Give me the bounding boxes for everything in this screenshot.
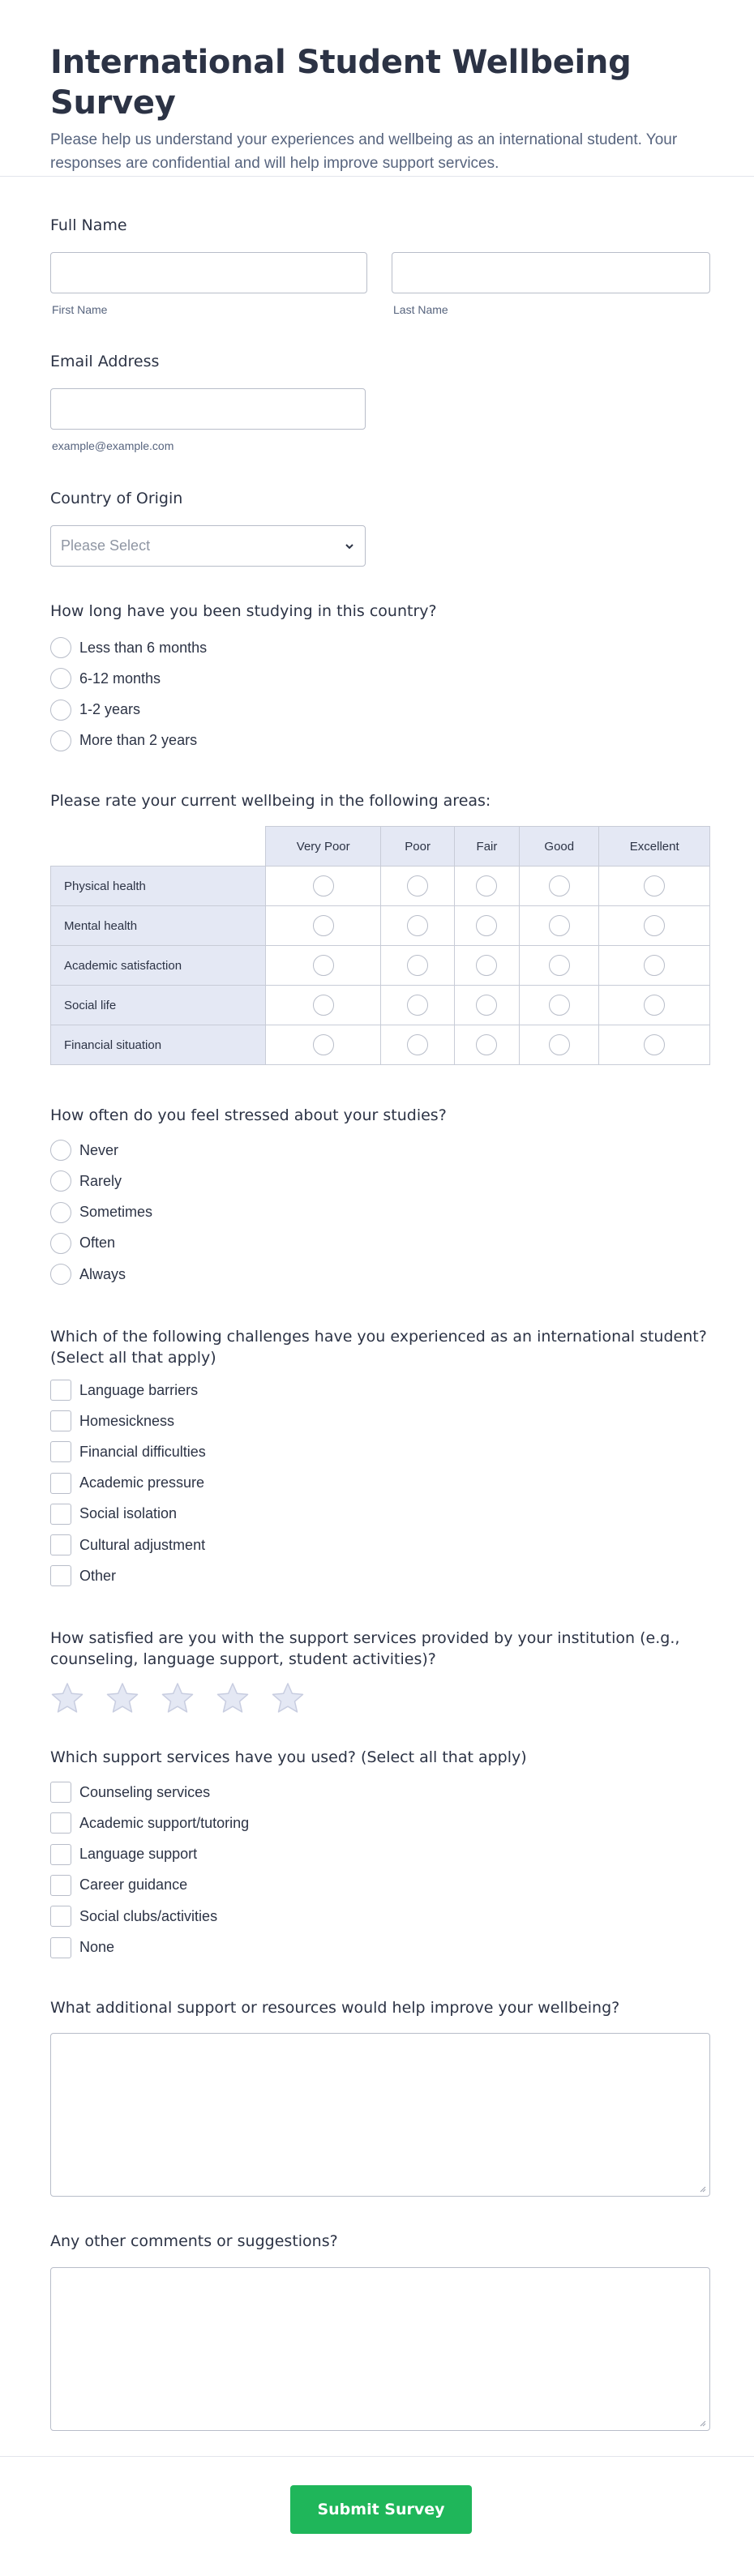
matrix-cell[interactable] xyxy=(265,986,381,1025)
duration-field xyxy=(50,601,712,621)
radio-button[interactable] xyxy=(549,955,570,976)
service-option-label: Language support xyxy=(79,1846,198,1863)
radio-button[interactable] xyxy=(50,637,71,658)
comments-field xyxy=(50,2232,712,2251)
email-sublabel: example@example.com xyxy=(52,439,174,452)
matrix-column-header: Good xyxy=(520,827,599,867)
matrix-cell[interactable] xyxy=(520,946,599,986)
matrix-cell[interactable] xyxy=(520,1025,599,1065)
matrix-cell[interactable] xyxy=(599,1025,710,1065)
service-option[interactable] xyxy=(50,1812,249,1834)
matrix-row xyxy=(51,1025,710,1065)
radio-button[interactable] xyxy=(644,915,665,936)
matrix-row-label: Academic satisfaction xyxy=(51,946,266,986)
radio-button[interactable] xyxy=(549,1034,570,1055)
checkbox[interactable] xyxy=(50,1844,71,1865)
star-icon[interactable] xyxy=(50,1681,84,1715)
radio-button[interactable] xyxy=(407,915,428,936)
challenge-option-label: Cultural adjustment xyxy=(79,1536,206,1553)
matrix-column-header: Fair xyxy=(454,827,519,867)
radio-button[interactable] xyxy=(476,1034,497,1055)
matrix-row xyxy=(51,946,710,986)
matrix-row-label: Mental health xyxy=(51,906,266,946)
matrix-header-row xyxy=(51,827,710,867)
radio-button[interactable] xyxy=(476,995,497,1016)
stress-option-label: Always xyxy=(79,1265,126,1282)
wellbeing-label: Please rate your current wellbeing in the following areas: xyxy=(50,792,491,810)
matrix-cell[interactable] xyxy=(520,986,599,1025)
service-option-label: None xyxy=(79,1939,115,1955)
duration-option-label: More than 2 years xyxy=(79,732,198,749)
star-icon[interactable] xyxy=(105,1681,139,1715)
page-description: Please help us understand your experiences and wellbeing as an international student. Your responses are confidential and will help improve support services. xyxy=(50,131,678,172)
challenge-option[interactable] xyxy=(50,1564,116,1587)
radio-button[interactable] xyxy=(644,955,665,976)
email-input[interactable] xyxy=(50,388,366,430)
matrix-cell[interactable] xyxy=(520,867,599,906)
radio-button[interactable] xyxy=(50,1202,71,1223)
comments-textarea[interactable] xyxy=(50,2267,710,2431)
country-select[interactable] xyxy=(50,525,366,567)
footer-divider xyxy=(0,2456,754,2457)
matrix-cell[interactable] xyxy=(265,1025,381,1065)
checkbox[interactable] xyxy=(50,1380,71,1401)
radio-button[interactable] xyxy=(407,995,428,1016)
wellbeing-field xyxy=(50,791,712,811)
matrix-corner xyxy=(51,827,266,867)
matrix-cell[interactable] xyxy=(265,906,381,946)
checkbox[interactable] xyxy=(50,1937,71,1958)
matrix-row-label: Physical health xyxy=(51,867,266,906)
matrix-cell[interactable] xyxy=(599,906,710,946)
checkbox[interactable] xyxy=(50,1410,71,1431)
satisfaction-field xyxy=(50,1628,712,1670)
matrix-cell[interactable] xyxy=(381,867,454,906)
radio-button[interactable] xyxy=(313,955,334,976)
duration-option[interactable] xyxy=(50,699,140,721)
matrix-row-label: Financial situation xyxy=(51,1025,266,1065)
service-option[interactable] xyxy=(50,1905,217,1928)
challenge-option[interactable] xyxy=(50,1440,206,1463)
service-option[interactable] xyxy=(50,1843,197,1866)
stress-option[interactable] xyxy=(50,1263,126,1286)
duration-option-label: Less than 6 months xyxy=(79,639,208,656)
matrix-cell[interactable] xyxy=(599,867,710,906)
chevron-down-icon xyxy=(344,541,355,552)
matrix-row xyxy=(51,906,710,946)
matrix-cell[interactable] xyxy=(265,946,381,986)
first-name-input[interactable] xyxy=(50,252,367,293)
checkbox[interactable] xyxy=(50,1565,71,1586)
matrix-row xyxy=(51,986,710,1025)
radio-button[interactable] xyxy=(644,1034,665,1055)
duration-option[interactable] xyxy=(50,667,161,690)
wellbeing-matrix xyxy=(50,826,710,1065)
radio-button[interactable] xyxy=(549,915,570,936)
first-name-sublabel: First Name xyxy=(52,303,108,316)
star-icon[interactable] xyxy=(271,1681,305,1715)
matrix-cell[interactable] xyxy=(599,986,710,1025)
checkbox[interactable] xyxy=(50,1906,71,1927)
service-option-label: Career guidance xyxy=(79,1876,188,1893)
matrix-column-header: Very Poor xyxy=(265,827,381,867)
checkbox[interactable] xyxy=(50,1812,71,1834)
checkbox[interactable] xyxy=(50,1534,71,1555)
matrix-cell[interactable] xyxy=(454,867,519,906)
satisfaction-label: How satisfied are you with the support services provided by your institution (e.g., counseling, language support, student activities)? xyxy=(50,1629,680,1668)
radio-button[interactable] xyxy=(313,875,334,896)
stress-option[interactable] xyxy=(50,1201,152,1224)
challenge-option-label: Financial difficulties xyxy=(79,1443,206,1460)
challenge-option-label: Other xyxy=(79,1567,117,1584)
last-name-input[interactable] xyxy=(392,252,710,293)
email-field xyxy=(50,352,712,371)
challenges-field xyxy=(50,1326,712,1368)
checkbox[interactable] xyxy=(50,1473,71,1494)
service-option[interactable] xyxy=(50,1781,210,1804)
challenge-option[interactable] xyxy=(50,1379,198,1401)
full-name-label: Full Name xyxy=(50,216,127,234)
resize-grip-icon[interactable] xyxy=(698,2419,706,2427)
radio-button[interactable] xyxy=(313,1034,334,1055)
stress-option[interactable] xyxy=(50,1232,115,1255)
radio-button[interactable] xyxy=(50,668,71,689)
stress-option-label: Sometimes xyxy=(79,1204,153,1221)
radio-button[interactable] xyxy=(476,955,497,976)
radio-button[interactable] xyxy=(50,1140,71,1161)
challenge-option-label: Language barriers xyxy=(79,1381,199,1398)
stress-option[interactable] xyxy=(50,1170,122,1192)
matrix-cell[interactable] xyxy=(454,946,519,986)
radio-button[interactable] xyxy=(50,730,71,751)
challenge-option[interactable] xyxy=(50,1472,204,1495)
challenges-label: Which of the following challenges have you experienced as an international student? (Select all that apply) xyxy=(50,1328,707,1367)
country-field xyxy=(50,489,712,508)
page-title: International Student Wellbeing Survey xyxy=(50,44,632,122)
stress-option-label: Rarely xyxy=(79,1172,122,1189)
service-option[interactable] xyxy=(50,1874,187,1897)
checkbox[interactable] xyxy=(50,1504,71,1525)
challenge-option-label: Social isolation xyxy=(79,1505,178,1522)
matrix-cell[interactable] xyxy=(265,867,381,906)
comments-label: Any other comments or suggestions? xyxy=(50,2232,338,2250)
duration-option-label: 1-2 years xyxy=(79,701,141,718)
services-field xyxy=(50,1748,712,1767)
star-rating xyxy=(50,1681,305,1715)
duration-option[interactable] xyxy=(50,730,197,752)
radio-button[interactable] xyxy=(313,915,334,936)
stress-option[interactable] xyxy=(50,1139,118,1162)
radio-button[interactable] xyxy=(549,875,570,896)
matrix-cell[interactable] xyxy=(454,1025,519,1065)
email-label: Email Address xyxy=(50,353,160,370)
submit-button[interactable]: Submit Survey xyxy=(290,2485,472,2534)
radio-button[interactable] xyxy=(644,995,665,1016)
additional-textarea[interactable] xyxy=(50,2033,710,2197)
radio-button[interactable] xyxy=(407,1034,428,1055)
duration-option[interactable] xyxy=(50,636,207,659)
star-icon[interactable] xyxy=(216,1681,250,1715)
challenge-option[interactable] xyxy=(50,1503,177,1525)
additional-label: What additional support or resources would help improve your wellbeing? xyxy=(50,1999,620,2017)
challenge-option-label: Academic pressure xyxy=(79,1474,205,1491)
matrix-cell[interactable] xyxy=(454,906,519,946)
matrix-cell[interactable] xyxy=(454,986,519,1025)
radio-button[interactable] xyxy=(50,1170,71,1192)
star-icon[interactable] xyxy=(161,1681,195,1715)
service-option[interactable] xyxy=(50,1936,114,1959)
additional-field xyxy=(50,1998,712,2018)
matrix-cell[interactable] xyxy=(381,946,454,986)
stress-option-label: Often xyxy=(79,1235,116,1252)
radio-button[interactable] xyxy=(644,875,665,896)
matrix-column-header: Excellent xyxy=(599,827,710,867)
challenge-option[interactable] xyxy=(50,1410,174,1432)
radio-button[interactable] xyxy=(313,995,334,1016)
radio-button[interactable] xyxy=(476,915,497,936)
challenge-option[interactable] xyxy=(50,1534,205,1556)
full-name-field xyxy=(50,216,712,235)
services-label: Which support services have you used? (Select all that apply) xyxy=(50,1748,527,1766)
checkbox[interactable] xyxy=(50,1875,71,1896)
radio-button[interactable] xyxy=(50,1233,71,1254)
resize-grip-icon[interactable] xyxy=(698,2184,706,2193)
matrix-row xyxy=(51,867,710,906)
radio-button[interactable] xyxy=(407,955,428,976)
matrix-cell[interactable] xyxy=(520,906,599,946)
checkbox[interactable] xyxy=(50,1441,71,1462)
service-option-label: Counseling services xyxy=(79,1783,211,1800)
stress-field xyxy=(50,1106,712,1125)
matrix-column-header: Poor xyxy=(381,827,454,867)
stress-label: How often do you feel stressed about your studies? xyxy=(50,1106,447,1124)
form-header xyxy=(0,0,754,177)
radio-button[interactable] xyxy=(407,875,428,896)
stress-option-label: Never xyxy=(79,1141,119,1158)
matrix-cell[interactable] xyxy=(381,906,454,946)
country-select-value: Please Select xyxy=(61,537,151,554)
challenge-option-label: Homesickness xyxy=(79,1412,175,1429)
matrix-cell[interactable] xyxy=(599,946,710,986)
duration-option-label: 6-12 months xyxy=(79,670,161,687)
radio-button[interactable] xyxy=(50,1264,71,1285)
country-label: Country of Origin xyxy=(50,490,183,507)
matrix-cell[interactable] xyxy=(381,1025,454,1065)
matrix-row-label: Social life xyxy=(51,986,266,1025)
checkbox[interactable] xyxy=(50,1782,71,1803)
radio-button[interactable] xyxy=(476,875,497,896)
radio-button[interactable] xyxy=(549,995,570,1016)
duration-label: How long have you been studying in this country? xyxy=(50,602,437,620)
matrix-cell[interactable] xyxy=(381,986,454,1025)
service-option-label: Academic support/tutoring xyxy=(79,1814,250,1831)
radio-button[interactable] xyxy=(50,700,71,721)
last-name-sublabel: Last Name xyxy=(393,303,448,316)
service-option-label: Social clubs/activities xyxy=(79,1907,218,1924)
